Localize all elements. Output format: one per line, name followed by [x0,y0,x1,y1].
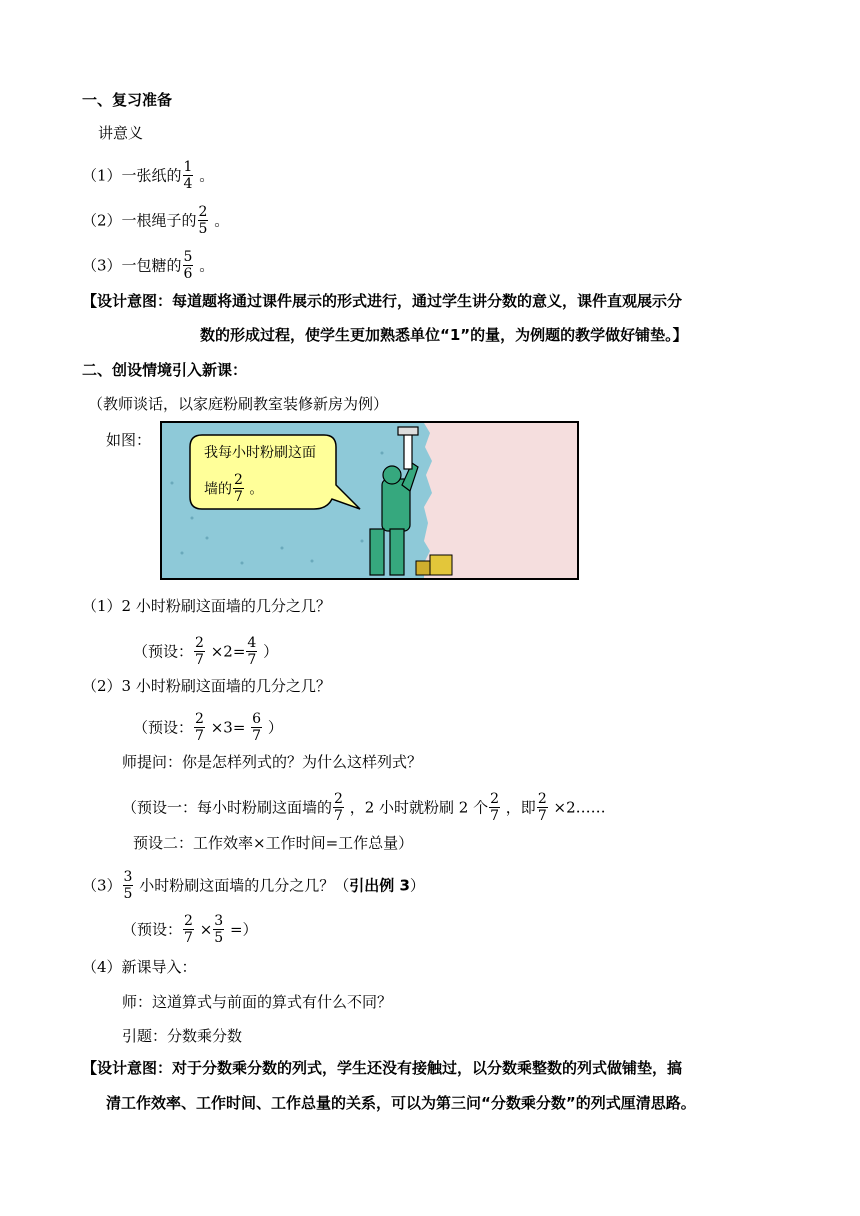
question-1-preset: （预设： $\frac{2}{7}$ ×2= $\frac{4}{7}$ ） [133,635,279,668]
fraction: $\frac{1}{4}$ [183,159,193,192]
design-intent-2-line2: 清工作效率、工作时间、工作总量的关系，可以为第三问“分数乘分数”的列式厘清思路。 [106,1094,696,1112]
review-item-3: （3）一包糖的 $\frac{5}{6}$ 。 [82,249,215,282]
design-intent-2-line1: 【设计意图：对于分数乘分数的列式，学生还没有接触过，以分数乘整数的列式做铺垫，搞 [82,1059,683,1077]
question-2-preset: （预设： $\frac{2}{7}$ ×3= $\frac{6}{7}$ ） [133,711,283,744]
question-1: （1）2 小时粉刷这面墙的几分之几？ [82,597,331,615]
speech-bubble-line1: 我每小时粉刷这面 [204,445,316,461]
section-title-scenario: 二、创设情境引入新课： [82,361,248,379]
preset-one: （预设一：每小时粉刷这面墙的 $\frac{2}{7}$ ，2 小时就粉刷 2 个 $\frac{2}{7}$ ，即 $\frac{2}{7}$ ×2…… [122,791,606,824]
painting-illustration [160,421,579,580]
preset-two: 预设二：工作效率×工作时间=工作总量） [133,834,414,852]
teacher-note: （教师谈话，以家庭粉刷教室装修新房为例） [88,395,389,413]
figure-label: 如图： [106,431,152,449]
fraction: $\frac{2}{5}$ [198,204,208,237]
design-intent-1-line2: 数的形成过程，使学生更加熟悉单位“1”的量，为例题的教学做好铺垫。】 [200,326,688,344]
question-4: （4）新课导入： [82,958,197,976]
review-item-2: （2）一根绳子的 $\frac{2}{5}$ 。 [82,204,230,237]
speech-bubble-line2: 墙的 $\frac{2}{7}$ 。 [204,472,264,505]
fraction: $\frac{5}{6}$ [183,249,193,282]
review-item-1: （1）一张纸的 $\frac{1}{4}$ 。 [82,159,215,192]
design-intent-1-line1: 【设计意图：每道题将通过课件展示的形式进行，通过学生讲分数的意义，课件直观展示分 [82,292,683,310]
question-3-preset: （预设： $\frac{2}{7}$ × $\frac{3}{5}$ =） [122,913,258,946]
teacher-line: 师：这道算式与前面的算式有什么不同？ [122,993,393,1011]
section-title-review: 一、复习准备 [82,91,173,109]
teacher-question: 师提问：你是怎样列式的？为什么这样列式？ [122,753,423,771]
subheading-meaning: 讲意义 [98,124,144,142]
question-2: （2）3 小时粉刷这面墙的几分之几？ [82,677,331,695]
lead-topic: 引题：分数乘分数 [122,1027,243,1045]
question-3: （3） $\frac{3}{5}$ 小时粉刷这面墙的几分之几？（引出例 3） [82,869,425,902]
